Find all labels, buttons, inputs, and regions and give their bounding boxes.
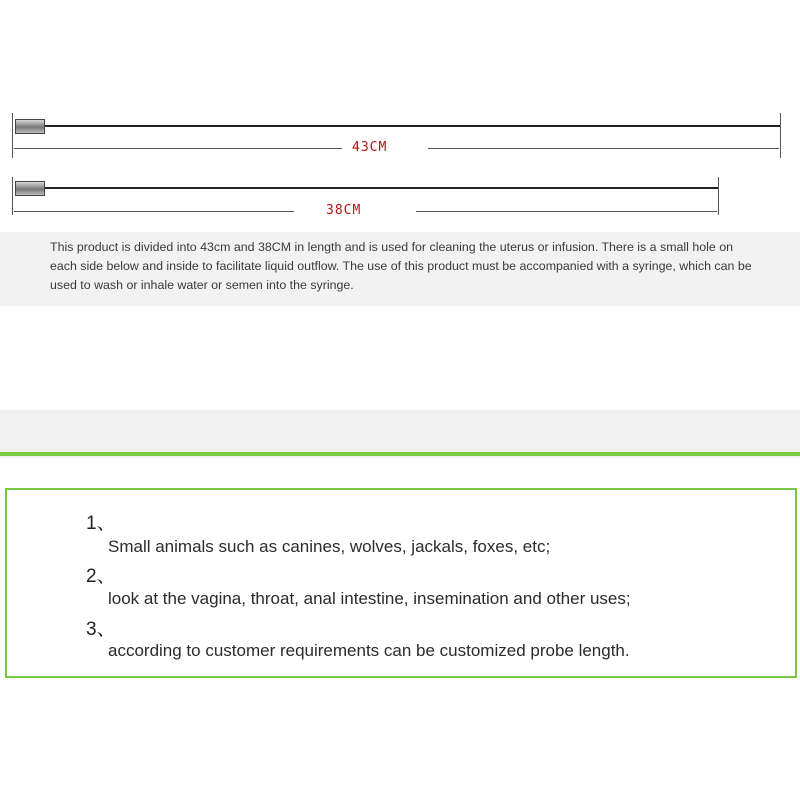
product-description: This product is divided into 43cm and 38CM in length and is used for cleaning the uterus or infusion. There is a small hole on each side below and inside to facilitate liquid outflow. The use of this product must be accompanied with a syringe, which can be used to wash or inhale water or semen into the syringe. bbox=[50, 240, 752, 292]
feature-2-text: look at the vagina, throat, anal intestine, insemination and other uses; bbox=[108, 589, 631, 608]
probe-38-hub bbox=[15, 181, 45, 196]
feature-1-text: Small animals such as canines, wolves, jackals, foxes, etc; bbox=[108, 537, 551, 556]
dimension-tick-left-38 bbox=[12, 177, 13, 215]
dimension-line-right-38 bbox=[416, 211, 717, 212]
feature-2-number: 2、 bbox=[86, 566, 116, 587]
dimension-line-right-43 bbox=[428, 148, 779, 149]
green-divider bbox=[0, 452, 800, 456]
feature-3-text: according to customer requirements can be customized probe length. bbox=[108, 641, 630, 660]
probe-43-needle bbox=[45, 125, 780, 127]
dimension-tick-left-43 bbox=[12, 113, 13, 158]
probe-illustration bbox=[0, 0, 800, 232]
feature-3-number: 3、 bbox=[86, 619, 116, 640]
separator-band bbox=[0, 410, 800, 458]
feature-1-number: 1、 bbox=[86, 513, 116, 534]
probe-43-length-label: 43CM bbox=[346, 140, 393, 155]
dimension-tick-right-38 bbox=[718, 177, 719, 215]
dimension-line-left-43 bbox=[14, 148, 342, 149]
probe-38-needle bbox=[45, 187, 718, 189]
probe-43-hub bbox=[15, 119, 45, 134]
probe-38-length-label: 38CM bbox=[320, 203, 367, 218]
dimension-line-left-38 bbox=[14, 211, 294, 212]
dimension-tick-right-43 bbox=[780, 113, 781, 158]
